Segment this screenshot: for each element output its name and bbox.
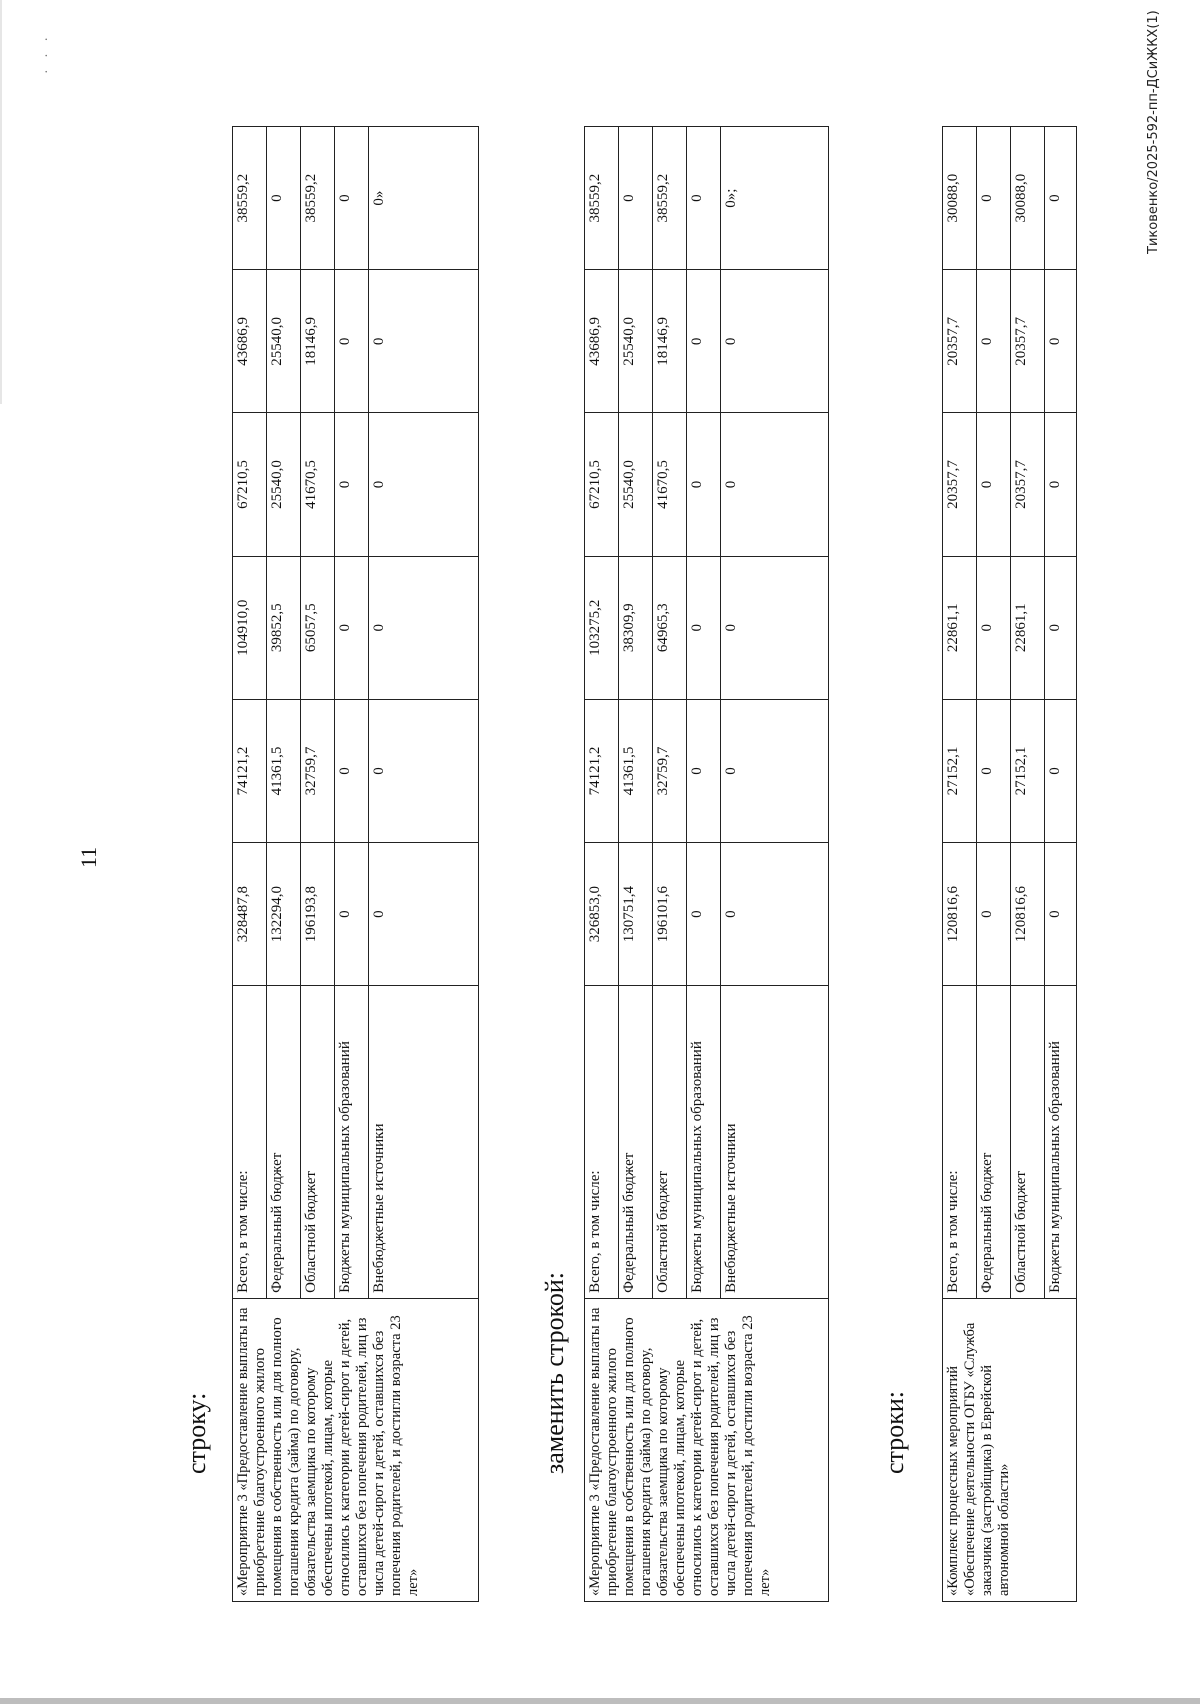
value-cell: 41361,5 <box>267 699 301 842</box>
value-cell: 27152,1 <box>943 699 977 842</box>
value-cell: 0 <box>335 270 369 413</box>
scan-margin-line <box>0 0 2 404</box>
funding-source: Внебюджетные источники <box>721 986 829 1299</box>
value-cell: 0 <box>977 843 1011 986</box>
caption-rows: строки: <box>880 1391 909 1474</box>
value-cell: 0 <box>1045 843 1077 986</box>
value-cell: 0 <box>619 127 653 270</box>
value-cell: 0 <box>977 127 1011 270</box>
measure-description: «Мероприятие 3 «Предоставление выплаты на приобретение благоустроенного жилого помещения в собственность или для полного погашения кредита (займа) по договору, обязательства заемщика по которому обеспечены ипотекой, лицам, которые относились к категории детей-сирот и детей, оставшихся без попечения родителей, лиц из числа детей-сирот и детей, оставшихся без попечения родителей, и достигли возраста 23 лет» <box>233 1298 479 1601</box>
value-cell: 326853,0 <box>585 843 619 986</box>
value-cell: 74121,2 <box>233 699 267 842</box>
value-cell: 0» <box>369 127 479 270</box>
value-cell: 0 <box>687 270 721 413</box>
value-cell: 67210,5 <box>233 413 267 556</box>
value-cell: 0 <box>1045 127 1077 270</box>
value-cell: 20357,7 <box>1011 270 1045 413</box>
measure-description: «Комплекс процессных мероприятий «Обеспечение деятельности ОГБУ «Служба заказчика (застройщика) в Еврейской автономной области» <box>943 1298 1077 1601</box>
value-cell: 0 <box>335 413 369 556</box>
value-cell: 38309,9 <box>619 556 653 699</box>
value-cell: 0 <box>721 413 829 556</box>
value-cell: 41670,5 <box>301 413 335 556</box>
value-cell: 0 <box>687 556 721 699</box>
scan-edge <box>0 1698 1200 1704</box>
value-cell: 0 <box>369 843 479 986</box>
funding-source: Бюджеты муниципальных образований <box>335 986 369 1299</box>
value-cell: 328487,8 <box>233 843 267 986</box>
value-cell: 30088,0 <box>1011 127 1045 270</box>
value-cell: 43686,9 <box>585 270 619 413</box>
value-cell: 38559,2 <box>301 127 335 270</box>
value-cell: 25540,0 <box>267 413 301 556</box>
value-cell: 132294,0 <box>267 843 301 986</box>
value-cell: 0 <box>267 127 301 270</box>
value-cell: 120816,6 <box>1011 843 1045 986</box>
value-cell: 27152,1 <box>1011 699 1045 842</box>
funding-source: Всего, в том числе: <box>943 986 977 1299</box>
value-cell: 103275,2 <box>585 556 619 699</box>
value-cell: 20357,7 <box>943 413 977 556</box>
funding-source: Федеральный бюджет <box>619 986 653 1299</box>
value-cell: 0 <box>369 556 479 699</box>
table-process-measures <box>942 126 1077 1602</box>
value-cell: 74121,2 <box>585 699 619 842</box>
value-cell: 0 <box>369 270 479 413</box>
funding-source: Федеральный бюджет <box>267 986 301 1299</box>
value-cell: 39852,5 <box>267 556 301 699</box>
value-cell: 0 <box>721 699 829 842</box>
value-cell: 0 <box>1045 556 1077 699</box>
value-cell: 22861,1 <box>1011 556 1045 699</box>
table-original-row <box>232 126 479 1602</box>
value-cell: 0 <box>977 270 1011 413</box>
value-cell: 43686,9 <box>233 270 267 413</box>
value-cell: 25540,0 <box>619 270 653 413</box>
value-cell: 0 <box>335 843 369 986</box>
value-cell: 0 <box>721 843 829 986</box>
value-cell: 38559,2 <box>585 127 619 270</box>
caption-row-to-replace: строку: <box>182 1392 211 1474</box>
value-cell: 0 <box>721 556 829 699</box>
value-cell: 41670,5 <box>653 413 687 556</box>
value-cell: 38559,2 <box>653 127 687 270</box>
document-footer-code: Тиковенко/2025-592-пп-ДСиЖКХ(1) <box>1146 10 1161 254</box>
value-cell: 0 <box>369 413 479 556</box>
value-cell: 196193,8 <box>301 843 335 986</box>
value-cell: 0 <box>335 699 369 842</box>
value-cell: 196101,6 <box>653 843 687 986</box>
funding-source: Всего, в том числе: <box>233 986 267 1299</box>
value-cell: 38559,2 <box>233 127 267 270</box>
funding-source: Бюджеты муниципальных образований <box>687 986 721 1299</box>
funding-source: Внебюджетные источники <box>369 986 479 1299</box>
value-cell: 22861,1 <box>943 556 977 699</box>
value-cell: 120816,6 <box>943 843 977 986</box>
value-cell: 0 <box>1045 699 1077 842</box>
value-cell: 20357,7 <box>943 270 977 413</box>
funding-source: Бюджеты муниципальных образований <box>1045 986 1077 1299</box>
funding-source: Областной бюджет <box>301 986 335 1299</box>
value-cell: 65057,5 <box>301 556 335 699</box>
value-cell: 0»; <box>721 127 829 270</box>
value-cell: 0 <box>335 556 369 699</box>
value-cell: 32759,7 <box>301 699 335 842</box>
value-cell: 0 <box>687 699 721 842</box>
value-cell: 0 <box>977 699 1011 842</box>
value-cell: 0 <box>1045 270 1077 413</box>
table-row <box>943 127 977 1602</box>
value-cell: 25540,0 <box>619 413 653 556</box>
value-cell: 20357,7 <box>1011 413 1045 556</box>
caption-replace-with: заменить строкой: <box>540 1271 569 1474</box>
value-cell: 32759,7 <box>653 699 687 842</box>
measure-description: «Мероприятие 3 «Предоставление выплаты на приобретение благоустроенного жилого помещения в собственность или для полного погашения кредита (займа) по договору, обязательства заемщика по которому обеспечены ипотекой, лицам, которые относились к категории детей-сирот и детей, оставшихся без попечения родителей, лиц из числа детей-сирот и детей, оставшихся без попечения родителей, и достигли возраста 23 лет» <box>585 1298 829 1601</box>
value-cell: 0 <box>977 413 1011 556</box>
table-row <box>585 127 619 1602</box>
funding-source: Областной бюджет <box>1011 986 1045 1299</box>
value-cell: 18146,9 <box>301 270 335 413</box>
value-cell: 67210,5 <box>585 413 619 556</box>
value-cell: 30088,0 <box>943 127 977 270</box>
value-cell: 0 <box>687 413 721 556</box>
value-cell: 0 <box>687 843 721 986</box>
value-cell: 104910,0 <box>233 556 267 699</box>
funding-source: Всего, в том числе: <box>585 986 619 1299</box>
table-row <box>233 127 267 1602</box>
value-cell: 0 <box>721 270 829 413</box>
funding-source: Федеральный бюджет <box>977 986 1011 1299</box>
value-cell: 0 <box>369 699 479 842</box>
funding-source: Областной бюджет <box>653 986 687 1299</box>
value-cell: 18146,9 <box>653 270 687 413</box>
scan-marks: · · · <box>40 33 55 74</box>
value-cell: 0 <box>1045 413 1077 556</box>
value-cell: 130751,4 <box>619 843 653 986</box>
value-cell: 0 <box>977 556 1011 699</box>
table-replacement-row <box>584 126 829 1602</box>
page-number: 11 <box>76 846 101 868</box>
value-cell: 41361,5 <box>619 699 653 842</box>
value-cell: 64965,3 <box>653 556 687 699</box>
value-cell: 25540,0 <box>267 270 301 413</box>
value-cell: 0 <box>687 127 721 270</box>
value-cell: 0 <box>335 127 369 270</box>
